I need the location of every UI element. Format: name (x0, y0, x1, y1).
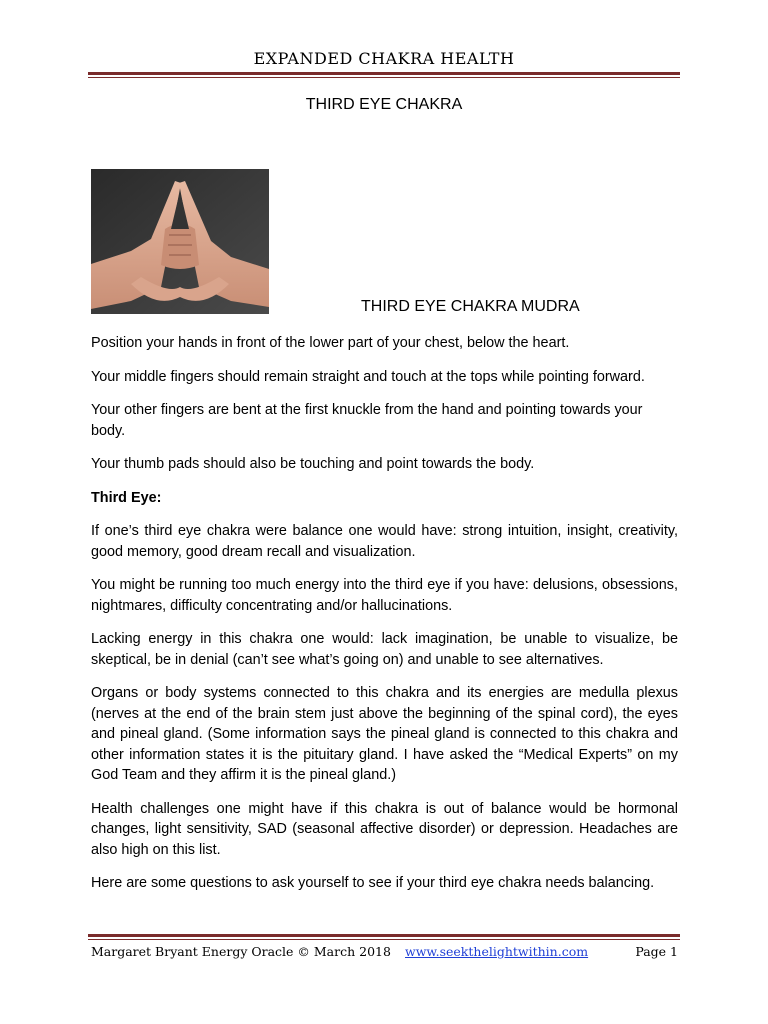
footer-rule-thin (88, 939, 680, 940)
body-text (91, 333, 678, 907)
section-heading-third-eye: Third Eye: (91, 489, 162, 506)
paragraph-too-much-energy: You might be running too much energy into the third eye if you have: delusions, obsessions, nightmares, difficulty concentrating and/or hallucinations. (91, 577, 678, 614)
footer-page-number: Page 1 (635, 944, 678, 959)
footer-rule-thick (88, 934, 680, 937)
footer-website-link[interactable]: www.seekthelightwithin.com (405, 944, 589, 959)
mudra-photo (91, 169, 269, 314)
page-header-title: EXPANDED CHAKRA HEALTH (253, 49, 515, 68)
paragraph-organs: Organs or body systems connected to this chakra and its energies are medulla plexus (nerves at the end of the brain stem just above the beginning of the spinal cord), the eyes and pineal gland. (Some information says the pineal gland is connected to this chakra and other information states it is the pituitary gland. I have asked the “Medical Experts” on my God Team and they affirm it is the pineal gland.) (91, 685, 678, 783)
header-rule-thin (88, 77, 680, 78)
paragraph-position-hands: Position your hands in front of the lower part of your chest, below the heart. (91, 335, 570, 351)
mudra-hands-image (91, 169, 269, 314)
paragraph-health-challenges: Health challenges one might have if this chakra is out of balance would be hormonal changes, light sensitivity, SAD (seasonal affective disorder) or depression. Headaches are also high on this list. (91, 800, 678, 858)
paragraph-middle-fingers: Your middle fingers should remain straight and touch at the tops while pointing forward. (91, 368, 645, 385)
document-title: THIRD EYE CHAKRA (305, 96, 463, 113)
paragraph-lacking-energy: Lacking energy in this chakra one would: lack imagination, be unable to visualize, be skeptical, be in denial (can’t see what’s going on) and unable to see alternatives. (91, 631, 678, 668)
paragraph-questions: Here are some questions to ask yourself to see if your third eye chakra needs balancing. (91, 875, 655, 891)
header-rule-thick (88, 72, 680, 75)
footer-author: Margaret Bryant Energy Oracle © March 2018 (91, 944, 391, 959)
paragraph-other-fingers: Your other fingers are bent at the first knuckle from the hand and pointing towards your body. (91, 402, 643, 439)
paragraph-thumb-pads: Your thumb pads should also be touching and point towards the body. (91, 456, 535, 472)
paragraph-balanced: If one’s third eye chakra were balance one would have: strong intuition, insight, creativity, good memory, good dream recall and visualization. (91, 523, 678, 560)
mudra-caption: THIRD EYE CHAKRA MUDRA (361, 298, 580, 315)
